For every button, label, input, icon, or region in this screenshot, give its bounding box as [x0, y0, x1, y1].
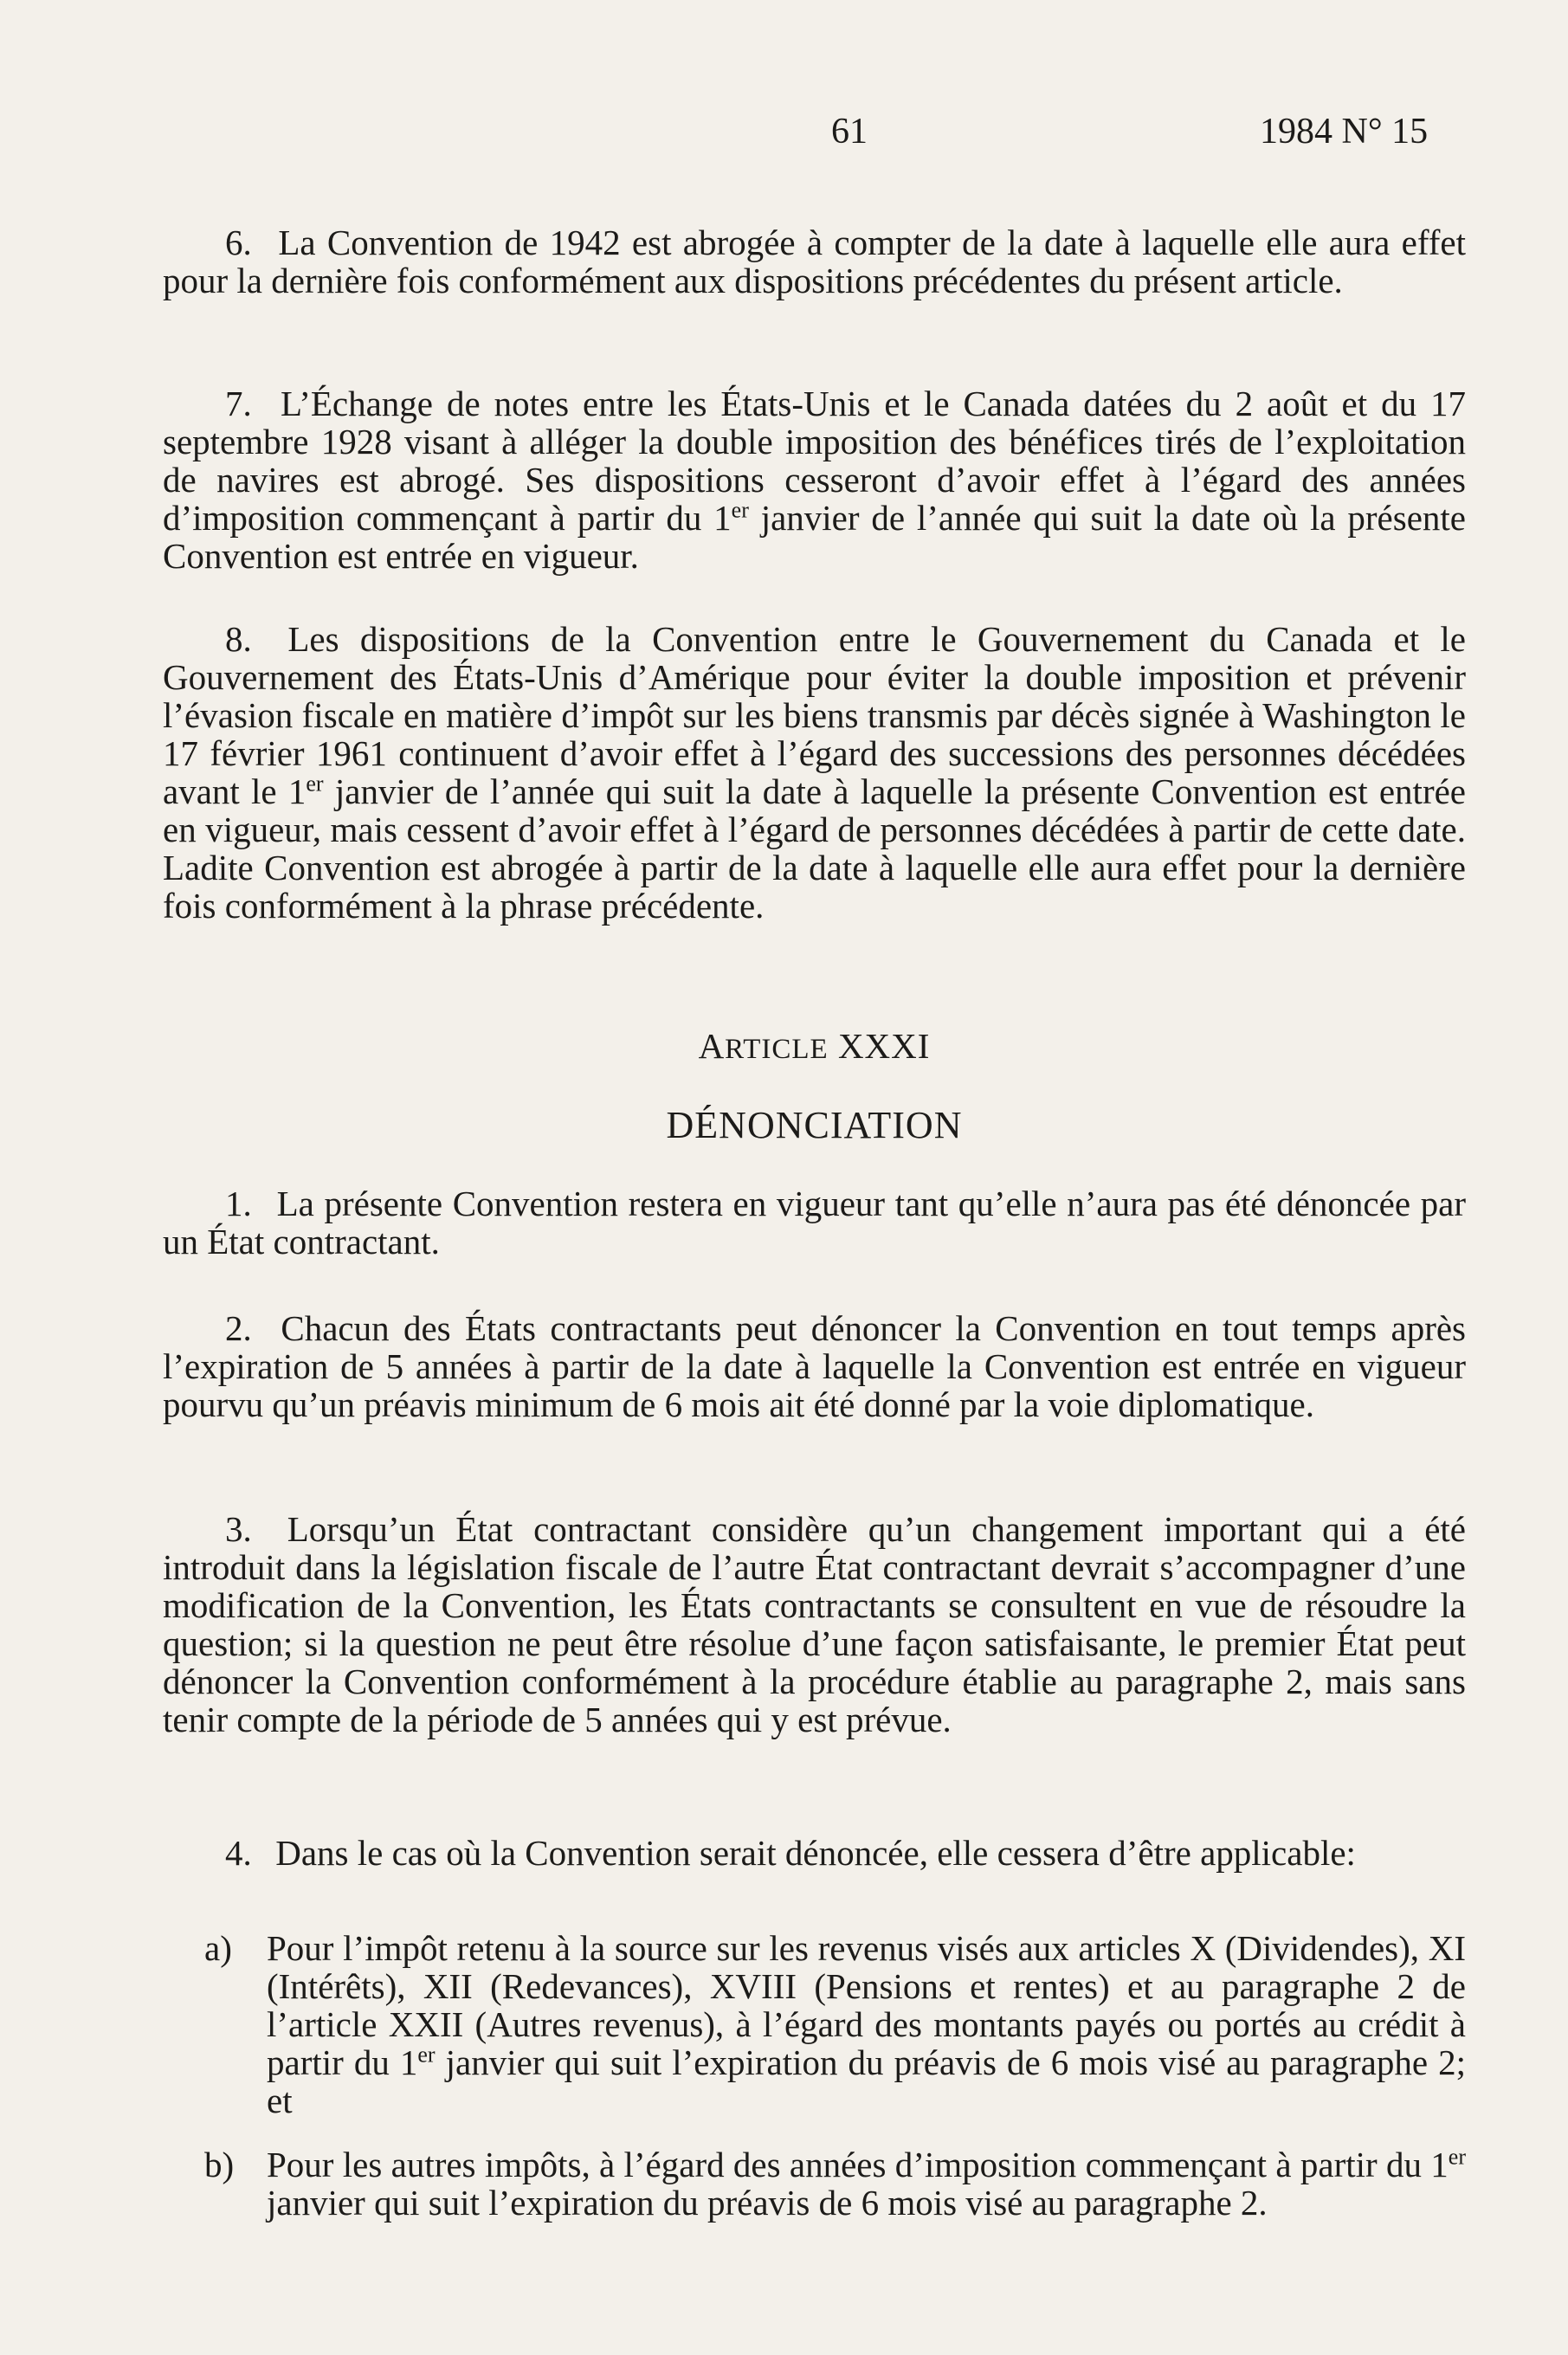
- page-number: 61: [831, 112, 868, 152]
- paragraph-number: 6.: [225, 223, 252, 262]
- list-item-label: a): [204, 1928, 232, 1968]
- paragraph-number: 4.: [225, 1833, 252, 1873]
- paragraph-7: [163, 384, 1466, 575]
- document-reference: 1984 N° 15: [1260, 112, 1429, 152]
- paragraph-text: Lorsqu’un État contractant considère qu’un changement important qui a été introduit dans la législation fiscale de l’autre État contractant devrait s’accompagner d’une modification de la Convention, les États contractants se consultent en vue de résoudre la question; si la question ne peut être résolue d’une façon satisfaisante, le premier État peut dénoncer la Convention conformément à la procédure établie au paragraphe 2, mais sans tenir compte de la période de 5 années qui y est prévue.: [163, 1509, 1467, 1739]
- article-numeral: XXXI: [837, 1026, 931, 1066]
- article-heading-initial: A: [698, 1026, 726, 1066]
- article-heading: [163, 1027, 1466, 1068]
- paragraph-8: [163, 620, 1466, 925]
- list-item-text-continued: janvier qui suit l’expiration du préavis de 6 mois visé au paragraphe 2; et: [267, 2042, 1466, 2120]
- paragraph-text: L’Échange de notes entre les États-Unis et le Canada datées du 2 août et du 17 septembre 1928 visant à alléger la double imposition des bénéfices tirés de l’exploitation de navires est abrogé. Ses dispositions cesseront d’avoir effet à l’égard des années d’imposition commençant à partir du 1: [163, 384, 1467, 538]
- article-heading-word: RTICLE: [725, 1034, 829, 1065]
- list-item-label: b): [204, 2145, 235, 2184]
- list-item-text: Pour les autres impôts, à l’égard des années d’imposition commençant à partir du 1: [267, 2145, 1449, 2184]
- superscript: er: [1448, 2144, 1466, 2170]
- list-item-a: [163, 1929, 1466, 2120]
- list-item-body: [267, 2145, 1466, 2222]
- superscript: er: [731, 497, 749, 523]
- paragraph-text: Les dispositions de la Convention entre le Gouvernement du Canada et le Gouvernement des États-Unis d’Amérique pour éviter la double imposition et prévenir l’évasion fiscale en matière d’impôt sur les biens transmis par décès signée à Washington le 17 février 1961 continuent d’avoir effet à l’égard des successions des personnes décédées avant le 1: [163, 619, 1467, 811]
- paragraph-text: La Convention de 1942 est abrogée à compter de la date à laquelle elle aura effet pour la dernière fois conformément aux dispositions précédentes du présent article.: [163, 223, 1467, 300]
- paragraph-text-continued: janvier de l’année qui suit la date à laquelle la présente Convention est entrée en vigueur, mais cessent d’avoir effet à l’égard de personnes décédées à partir de cette date. Ladite Convention est abrogée à partir de la date à laquelle elle aura effet pour la dernière fois conformément à la phrase précédente.: [163, 771, 1466, 926]
- paragraph-text: Chacun des États contractants peut dénoncer la Convention en tout temps après l’expiration de 5 années à partir de la date à laquelle la Convention est entrée en vigueur pourvu qu’un préavis minimum de 6 mois ait été donné par la voie diplomatique.: [163, 1308, 1467, 1424]
- paragraph-number: 3.: [225, 1509, 252, 1549]
- paragraph-text: Dans le cas où la Convention serait dénoncée, elle cessera d’être applicable:: [275, 1833, 1356, 1873]
- list-item-body: [267, 1929, 1466, 2120]
- paragraph-number: 2.: [225, 1308, 252, 1348]
- paragraph-number: 1.: [225, 1184, 252, 1223]
- paragraph-1: [163, 1184, 1466, 1261]
- paragraph-3: [163, 1510, 1466, 1739]
- paragraph-text: La présente Convention restera en vigueur tant qu’elle n’aura pas été dénoncée par un État contractant.: [163, 1184, 1466, 1261]
- superscript: er: [417, 2042, 436, 2068]
- paragraph-6: [163, 223, 1466, 300]
- paragraph-text-continued: janvier de l’année qui suit la date où la présente Convention est entrée en vigueur.: [163, 498, 1466, 576]
- paragraph-2: [163, 1309, 1466, 1423]
- list-item-text: Pour l’impôt retenu à la source sur les revenus visés aux articles X (Dividendes), XI (Intérêts), XII (Redevances), XVIII (Pensions et rentes) et au paragraphe 2 de l’article XXII (Autres revenus), à l’égard des montants payés ou portés au crédit à partir du 1: [267, 1928, 1466, 2082]
- page-header: [0, 111, 1568, 163]
- list-item-text-continued: janvier qui suit l’expiration du préavis de 6 mois visé au paragraphe 2.: [267, 2183, 1268, 2223]
- paragraph-number: 7.: [225, 384, 252, 423]
- list-item-b: [163, 2145, 1466, 2222]
- paragraph-number: 8.: [225, 619, 252, 659]
- superscript: er: [306, 771, 324, 797]
- paragraph-4: [163, 1834, 1466, 1872]
- section-title: DÉNONCIATION: [666, 1104, 963, 1146]
